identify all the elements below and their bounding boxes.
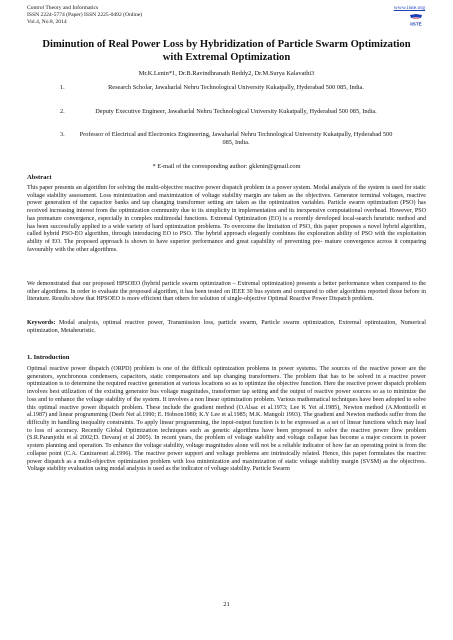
affiliation-number: 2. [60, 108, 65, 115]
paper-title: Diminution of Real Power Loss by Hybridization of Particle Swarm Optimization with Extremal Optimization [42, 39, 411, 63]
introduction-heading: 1. Introduction [27, 354, 70, 361]
journal-url-link[interactable]: www.iiste.org [393, 5, 425, 11]
keywords-line [27, 320, 426, 335]
volume-line: Vol.4, No.8, 2014 [27, 19, 67, 25]
abstract-paragraph: We demonstrated that our proposed HPSOEO (hybrid particle swarm optimization – Extremal optimization) presents a better performance when compared to the other algorithms. In order to evaluate the proposed algorithm, it has been tested on IEEE 30 bus system and compared to other algorithms reported those before in literature. Results show that HPSOEO is more efficient than others for solution of single-objective Optimal Reactive Power Dispatch problem. [27, 281, 426, 303]
affiliation-text: Deputy Executive Engineer, Jawaharlal Nehru Technological University Kukatpally, Hyderabad 500 085, India. [95, 108, 377, 115]
affiliation-number: 1. [60, 84, 65, 91]
issn-line: ISSN 2224-5774 (Paper) ISSN 2225-0492 (Online) [27, 12, 143, 18]
keywords-text: Modal analysis, optimal reactive power, Transmission loss, particle swarm, Particle swarm optimization, Extremal optimization, Numerical optimization, Metaheuristic. [27, 320, 426, 334]
affiliation-item [60, 131, 398, 146]
affiliation-item [60, 108, 398, 116]
abstract-paragraph: This paper presents an algorithm for solving the multi-objective reactive power dispatch problem in a power system. Modal analysis of the system is used for static voltage stability assessment. Loss minimization and maximization of voltage stability margin are taken as the objectives. Generator terminal voltages, reactive power generation of the capacitor banks and tap changing transformer setting are taken as the optimization variables. Particle swarm optimization (PSO) has received increasing interest from the optimization community due to its simplicity in implementation and its inexpensive computational overhead. However, PSO has premature convergence, especially in complex multimodal functions. Extremal Optimization (EO) is a recently developed local-search heuristic method and has been successfully applied to a wide variety of hard optimization problems. To overcome the limitation of PSO, this paper proposes a novel hybrid algorithm, called hybrid PSO-EO algorithm, through introducing EO to PSO. The hybrid approach elegantly combines the exploration ability of PSO with the exploitation ability of EO. The proposed approach is shown to have superior performance and great capability of preventing pre- mature convergence across it comparing favourably with the other algorithms. [27, 185, 426, 253]
affiliation-text: Professor of Electrical and Electronics Engineering, Jawaharlal Nehru Technological University Kukatpally, Hyderabad 500 085, India. [79, 131, 393, 146]
corresponding-email: * E-mail of the corresponding author: gklenin@gmail.com [152, 163, 301, 170]
journal-name: Control Theory and Informatics [27, 5, 99, 11]
affiliation-item [60, 84, 398, 92]
affiliation-text: Research Scholar, Jawaharlal Nehru Technological University Kukatpally, Hyderabad 500 085, India. [108, 84, 364, 91]
author-list: Mr.K.Lenin*1, Dr.B.Ravindhranath Reddy2, Dr.M.Surya Kalavathi3 [138, 70, 315, 77]
introduction-paragraph: Optimal reactive power dispatch (ORPD) problem is one of the difficult optimization problems in power systems. The sources of the reactive power are the generators, synchronous condensers, capacitors, static compensators and tap changing transformers. The problem that has to be solved in a reactive power optimization is to determine the required reactive generation at various locations so as to optimize the objective function. Here the reactive power dispatch problem involves best utilization of the existing generator bus voltage magnitudes, transformer tap setting and the output of reactive power sources so as to minimize the loss and to enhance the voltage stability of the system. It involves a non linear optimization problem. Various mathematical techniques have been adopted to solve this optimal reactive power dispatch problem. These include the gradient method (O.Alsac et al.1973; Lee K Yet al.1985), Newton method (A.Monticelli et al.1987) and linear programming (Deeb Net al.1990; E. Hobson1980; K.Y Lee et al.1985; M.K. Mangoli 1993). The gradient and Newton methods suffer from the difficulty in handling inequality constraints. To apply linear programming, the input-output function is to be expressed as a set of linear functions which may lead to loss of accuracy. Recently Global Optimization techniques such as genetic algorithms have been proposed to solve the reactive power flow problem (S.R.Paranjothi et al 2002;D. Devaraj et al 2005). In recent years, the problem of voltage stability and voltage collapse has become a major concern in power system planning and operation. To enhance the voltage stability, voltage magnitudes alone will not be a reliable indicator of how far an operating point is from the collapse point (C.A. Canizareset al.1996). The reactive power support and voltage problems are intrinsically related. Hence, this paper formulates the reactive power dispatch as a multi-objective optimization problem with loss minimization and maximization of static voltage stability margin (SVSM) as the objectives. Voltage stability evaluation using modal analysis is used as the indicator of voltage stability. Particle Swarm [27, 366, 426, 473]
affiliation-number: 3. [60, 131, 65, 138]
page-number: 21 [223, 601, 230, 608]
abstract-heading: Abstract [27, 174, 52, 181]
keywords-label: Keywords: [27, 320, 56, 326]
logo-wordmark: IISTE [410, 21, 422, 27]
iiste-logo-icon [408, 13, 424, 27]
